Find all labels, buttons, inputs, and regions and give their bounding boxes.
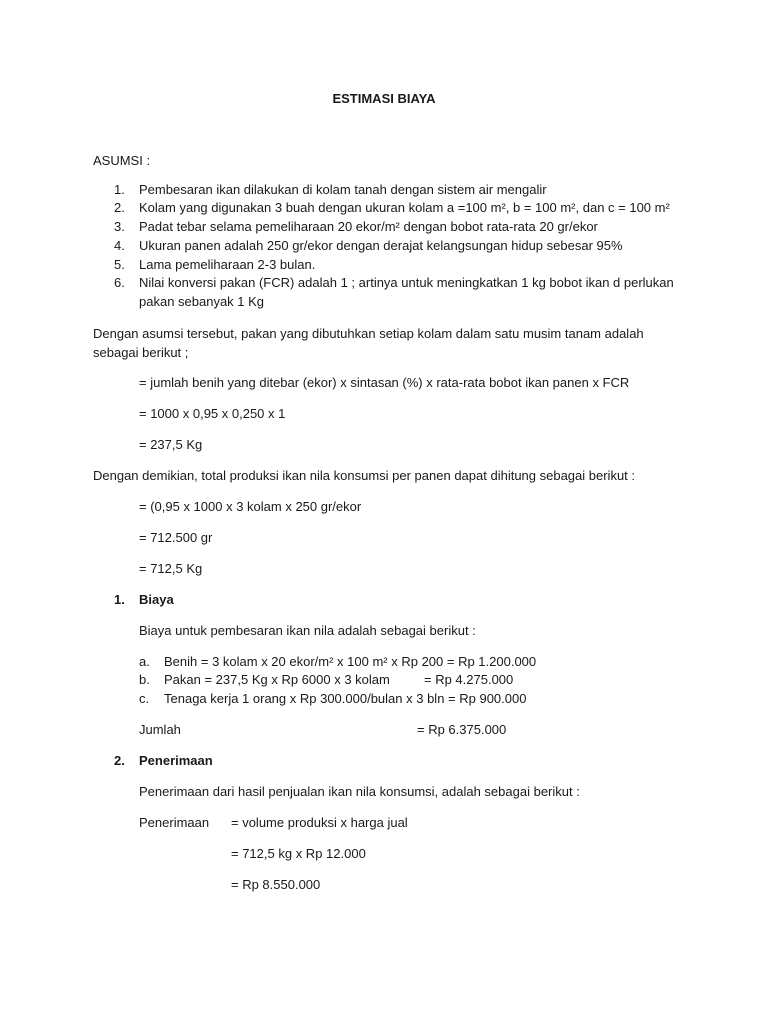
revenue-result: = Rp 8.550.000 [231, 877, 321, 892]
cost-item-letter: b. [139, 672, 150, 687]
production-result-gr: = 712.500 gr [139, 530, 213, 545]
assumption-number: 3. [114, 219, 125, 234]
assumption-number: 2. [114, 200, 125, 215]
assumption-number: 1. [114, 182, 125, 197]
production-calculation: = (0,95 x 1000 x 3 kolam x 250 gr/ekor [139, 499, 362, 514]
production-intro: Dengan demikian, total produksi ikan nila konsumsi per panen dapat dihitung sebagai berikut : [93, 468, 636, 483]
assumption-number: 4. [114, 238, 125, 253]
assumptions-heading: ASUMSI : [93, 153, 151, 168]
cost-item-text: Benih = 3 kolam x 20 ekor/m² x 100 m² x Rp 200 = Rp 1.200.000 [164, 654, 537, 669]
feed-calculation: = 1000 x 0,95 x 0,250 x 1 [139, 406, 286, 421]
revenue-intro: Penerimaan dari hasil penjualan ikan nila konsumsi, adalah sebagai berikut : [139, 784, 580, 799]
cost-total-value: = Rp 6.375.000 [417, 722, 507, 737]
revenue-heading: Penerimaan [139, 753, 213, 768]
page-title: ESTIMASI BIAYA [332, 91, 436, 106]
cost-item-text: Tenaga kerja 1 orang x Rp 300.000/bulan x 3 bln = Rp 900.000 [164, 691, 527, 706]
assumption-text: Pembesaran ikan dilakukan di kolam tanah dengan sistem air mengalir [139, 182, 547, 197]
assumption-text-continued: pakan sebanyak 1 Kg [139, 294, 265, 309]
assumption-text: Padat tebar selama pemeliharaan 20 ekor/m² dengan bobot rata-rata 20 gr/ekor [139, 219, 598, 234]
assumption-text: Nilai konversi pakan (FCR) adalah 1 ; artinya untuk meningkatkan 1 kg bobot ikan d perlukan [139, 275, 674, 290]
feed-intro-continued: sebagai berikut ; [93, 345, 189, 360]
production-result-kg: = 712,5 Kg [139, 561, 203, 576]
feed-intro: Dengan asumsi tersebut, pakan yang dibutuhkan setiap kolam dalam satu musim tanam adalah [93, 326, 644, 341]
cost-item-text: Pakan = 237,5 Kg x Rp 6000 x 3 kolam [164, 672, 390, 687]
cost-heading: Biaya [139, 592, 174, 607]
cost-item-value: = Rp 4.275.000 [424, 672, 514, 687]
cost-intro: Biaya untuk pembesaran ikan nila adalah sebagai berikut : [139, 623, 476, 638]
revenue-formula: = volume produksi x harga jual [231, 815, 408, 830]
feed-result: = 237,5 Kg [139, 437, 203, 452]
assumption-number: 6. [114, 275, 125, 290]
feed-formula: = jumlah benih yang ditebar (ekor) x sintasan (%) x rata-rata bobot ikan panen x FCR [139, 375, 630, 390]
cost-item-letter: c. [139, 691, 150, 706]
assumption-text: Ukuran panen adalah 250 gr/ekor dengan derajat kelangsungan hidup sebesar 95% [139, 238, 623, 253]
revenue-calculation: = 712,5 kg x Rp 12.000 [231, 846, 366, 861]
section-number: 2. [114, 753, 125, 768]
assumption-number: 5. [114, 257, 125, 272]
cost-item-letter: a. [139, 654, 150, 669]
assumption-text: Kolam yang digunakan 3 buah dengan ukuran kolam a =100 m², b = 100 m², dan c = 100 m² [139, 200, 670, 215]
section-number: 1. [114, 592, 125, 607]
revenue-label: Penerimaan [139, 815, 210, 830]
cost-total-label: Jumlah [139, 722, 181, 737]
assumption-text: Lama pemeliharaan 2-3 bulan. [139, 257, 316, 272]
